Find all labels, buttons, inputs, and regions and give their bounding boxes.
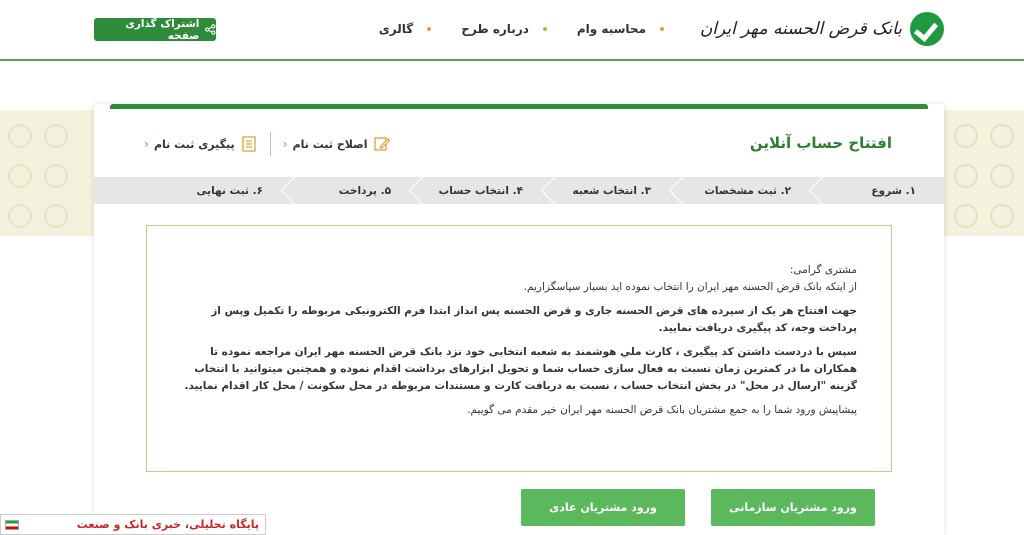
bullet-icon	[427, 27, 431, 31]
nav-loan-calculator[interactable]	[577, 22, 664, 36]
step-account: ۴. انتخاب حساب	[419, 177, 551, 204]
link-label: اصلاح ثبت نام	[292, 137, 368, 151]
chevron-left-icon: ‹	[282, 137, 288, 151]
logo-text: بانک قرض الحسنه مهر ایران	[699, 19, 902, 39]
message-paragraph-1: جهت افتتاح هر یک از سپرده های قرض الحسنه جاری و قرض الحسنه پس انداز ابتدا فرم الکترونیکی مربوطه را تکمیل وپس از پرداخت وجه، کد پیگیری دریافت نمایید.	[211, 305, 857, 334]
step-payment: ۵. پرداخت	[291, 177, 419, 204]
message-greeting: مشتری گرامی:	[789, 264, 857, 276]
site-header	[0, 0, 1024, 61]
message-thanks: از اینکه بانک قرض الحسنه مهر ایران را انتخاب نموده اید بسیار سپاسگزاریم.	[523, 281, 857, 293]
account-opening-card	[94, 104, 944, 535]
regular-customers-button[interactable]: ورود مشتریان عادی	[521, 489, 685, 526]
edit-registration-link[interactable]	[283, 135, 391, 153]
step-details: ۲. ثبت مشخصات	[679, 177, 819, 204]
welcome-message-box	[146, 225, 892, 472]
step-start: ۱. شروع	[819, 177, 944, 204]
share-icon	[205, 24, 216, 35]
news-site-label: پایگاه تحلیلی، خبری بانک و صنعت	[76, 518, 259, 531]
bullet-icon	[543, 27, 547, 31]
divider	[270, 132, 271, 156]
iran-flag-icon	[5, 520, 19, 530]
step-final: ۶. ثبت نهایی	[196, 184, 263, 197]
share-page-button[interactable]	[94, 18, 216, 41]
track-registration-link[interactable]	[144, 135, 258, 153]
bullet-icon	[660, 27, 664, 31]
step-branch: ۳. انتخاب شعبه	[551, 177, 679, 204]
nav-about[interactable]	[461, 22, 547, 36]
share-label: اشتراک گذاری صفحه	[125, 17, 200, 42]
nav-label: درباره طرح	[461, 22, 529, 36]
document-icon	[240, 135, 258, 153]
nav-gallery[interactable]	[379, 22, 431, 36]
page-title: افتتاح حساب آنلاین	[749, 134, 892, 152]
edit-icon	[373, 135, 391, 153]
registration-links	[144, 132, 391, 156]
news-site-tag	[0, 514, 266, 535]
chevron-left-icon: ‹	[144, 137, 149, 151]
nav-label: محاسبه وام	[576, 22, 646, 36]
main-nav	[349, 22, 664, 36]
card-accent-bar	[110, 104, 928, 109]
link-label: پیگیری ثبت نام	[153, 137, 235, 151]
nav-label: گالری	[378, 22, 414, 36]
organizational-customers-button[interactable]: ورود مشتریان سازمانی	[711, 489, 875, 526]
bank-logo[interactable]	[700, 12, 944, 46]
check-logo-icon	[910, 12, 944, 46]
message-paragraph-2: سپس با دردست داشتن کد پیگیری ، کارت ملي هوشمند به شعبه انتخابی خود نزد بانک قرض الحسنه مهر ایران مراجعه نموده تا همکاران ما در کمترین زمان نسبت به فعال سازی حساب شما و تحویل ابزارهای برداشت اقدام نموده و همچنین میتوانید با انتخاب گزینه "ارسال در محل" در بخش انتخاب حساب ، نسبت به دریافت کارت و مستندات مربوطه در محل سکونت / محل کار اقدام نمایید.	[184, 346, 857, 392]
message-closing: پیشاپیش ورود شما را به جمع مشتریان بانک قرض الحسنه مهر ایران خیر مقدم می گوییم.	[467, 404, 857, 416]
wizard-steps	[94, 177, 944, 204]
